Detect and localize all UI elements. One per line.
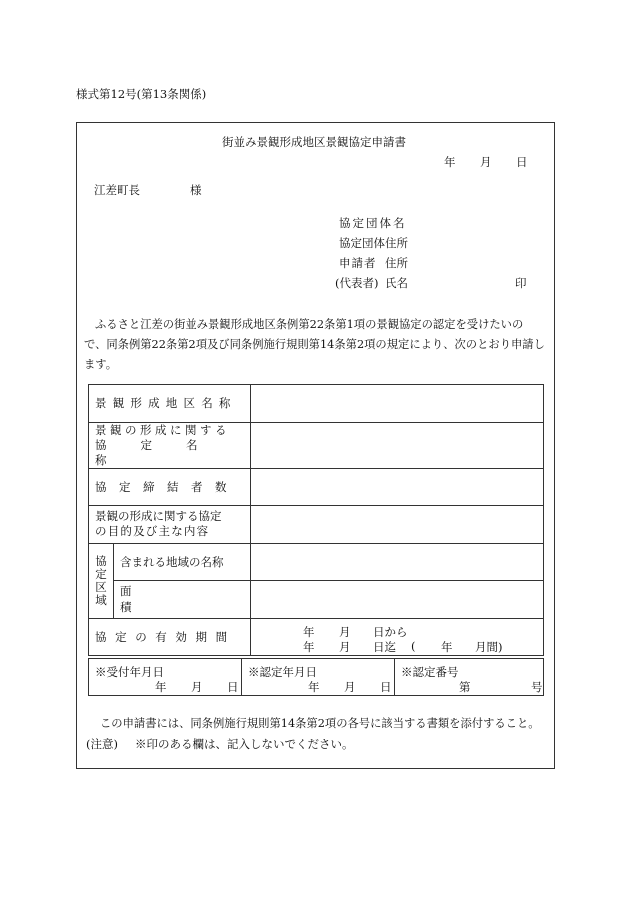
document-title: 街並み景観形成地区景観協定申請書 [222,135,406,149]
agreement-table [88,384,544,656]
row-label-area-size [114,581,251,619]
district-name-field[interactable] [251,385,544,423]
date-month: 月 [480,155,492,169]
date-day: 日 [516,155,528,169]
period-open-paren: ( [411,638,416,653]
area-size-field[interactable] [251,581,544,619]
approved-day: 日 [380,680,392,694]
body-text-line1: ふるさと江差の街並み景観形成地区条例第22条第1項の景観協定の認定を受けたいの [95,318,524,331]
attachment-note: この申請書には、同条例施行規則第14条第2項の各号に該当する書類を添付すること。 [100,717,540,730]
label-text: 景観形成地区名称 [95,396,237,411]
area-char: 区 [95,579,107,594]
label-line: 協定名称 [95,437,232,467]
approved-year: 年 [308,680,320,694]
group-address-label: 協定団体住所 [339,236,408,250]
table-row [89,659,544,696]
row-label-period [89,618,251,656]
label-text: 面積 [120,584,218,615]
row-label-signatories [89,468,251,506]
received-day: 日 [227,680,239,694]
row-label-area-name [114,543,251,581]
name-label: 氏名 [385,276,408,290]
received-label: ※受付年月日 [95,665,164,679]
addressee-honorific: 様 [190,183,202,197]
addressee-name: 江差町長 [94,183,140,197]
table-row [89,618,544,656]
label-line: 景観の形成に関する協定 [95,509,222,524]
period-to-month: 月 [339,639,351,654]
period-to-year: 年 [303,639,315,654]
reception-table [88,658,544,696]
applicant-label: 申請者 [339,256,377,270]
period-from-month: 月 [339,624,351,639]
label-text: 協定締結者数 [95,479,239,494]
area-group-label [89,543,114,618]
purpose-field[interactable] [251,506,544,544]
area-char: 協 [95,553,107,568]
period-field[interactable] [251,618,544,656]
table-row [89,468,544,506]
period-span-month: 月間) [475,639,503,654]
area-char: 域 [95,592,107,607]
period-to-suffix: 日迄 [373,639,396,654]
justified-label [95,395,244,411]
approval-number-go: 号 [531,680,543,694]
label-text: 含まれる地域の名称 [120,554,224,569]
address-label: 住所 [385,256,408,270]
table-row [89,543,544,581]
area-name-field[interactable] [251,543,544,581]
table-row [89,581,544,619]
representative-label: (代表者) [335,276,379,290]
received-month: 月 [191,680,203,694]
approval-number-dai: 第 [459,680,471,694]
row-label-purpose [89,506,251,544]
received-year: 年 [155,680,167,694]
caution-label: (注意) [86,737,118,751]
date-year: 年 [444,155,456,169]
approved-label: ※認定年月日 [248,665,317,679]
group-name-label: 協定団体名 [339,216,407,230]
approved-date-cell[interactable] [242,659,395,696]
table-row [89,506,544,544]
caution-text: ※印のある欄は、記入しないでください。 [135,737,354,751]
body-text-line3: ます。 [84,358,117,371]
seal-mark: 印 [515,276,527,290]
approval-number-cell[interactable] [395,659,544,696]
area-char: 定 [95,566,107,581]
period-span-year: 年 [441,639,453,654]
agreement-name-field[interactable] [251,422,544,468]
signatories-field[interactable] [251,468,544,506]
row-label-district [89,385,251,423]
row-label-agreement-name [89,422,251,468]
body-text-line2: で、同条例第22条第2項及び同条例施行規則第14条第2項の規定により、次のとおり申請し [84,338,545,351]
label-line: の目的及び主な内容 [95,524,210,539]
form-id: 様式第12号(第13条関係) [76,87,207,101]
label-line: 景観の形成に関する [95,422,230,437]
label-text: 協定の有効期間 [95,629,236,644]
received-date-cell[interactable] [89,659,242,696]
period-from-year: 年 [303,624,315,639]
table-row [89,422,544,468]
approval-number-label: ※認定番号 [401,665,459,679]
period-from-suffix: 日から [373,624,408,639]
table-row [89,385,544,423]
approved-month: 月 [344,680,356,694]
